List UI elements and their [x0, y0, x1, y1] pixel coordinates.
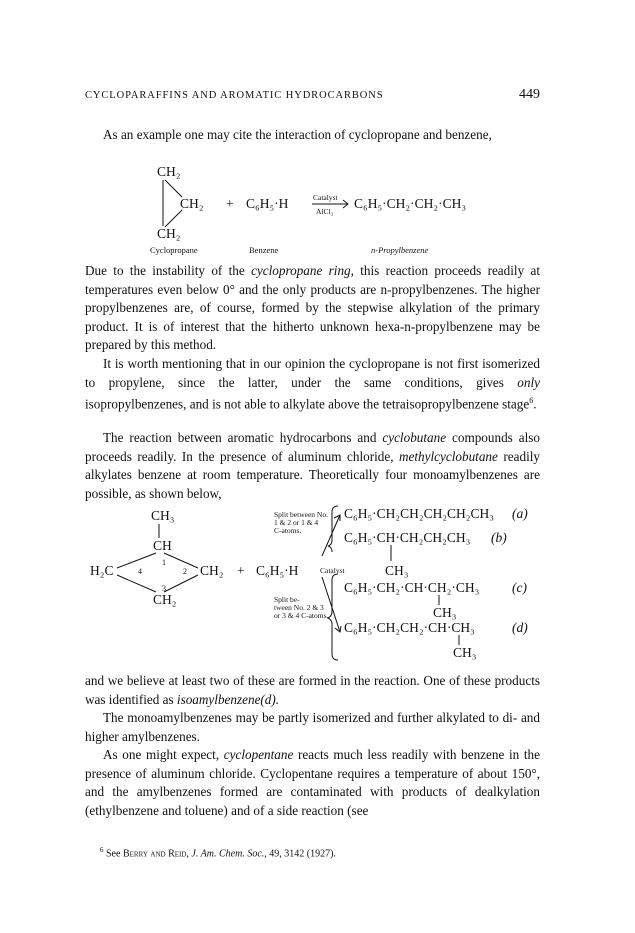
p6-text-c: reacts much less readily with benzene in the presence of aluminum chloride. Cyclopentane requires a temperature of about 150°, and the amylbenzenes formed are contaminated with products of dealkylation (ethylbenzene and toluene) and of a side reaction (see: [85, 747, 540, 818]
p2-text-c: isopropylbenzenes, and is not able to alkylate above the tetraisopropylbenzene stage: [85, 396, 530, 412]
eq2-num-1: 1: [162, 558, 166, 567]
footnote: [100, 846, 336, 859]
intro-paragraph: As an example one may cite the interaction of cyclopropane and benzene,: [103, 127, 492, 142]
p3-text-a: The reaction between aromatic hydrocarbons and: [103, 430, 383, 445]
eq2-num-3: 3: [162, 584, 166, 593]
eq1-benzene: C₆H₅·H: [246, 196, 289, 211]
p4-text-a: and we believe at least two of these are formed in the reaction. One of these products was identified as: [85, 673, 540, 707]
eq1-product: C₆H₅·CH₂·CH₂·CH₃: [354, 196, 467, 211]
p2-text-a: It is worth mentioning that in our opinion the cyclopropane is not first isomerized to propylene, since the latter, under the same conditions, gives: [85, 356, 540, 390]
eq1-label-product: n-Propylbenzene: [371, 245, 429, 255]
p3-emphasis-2: methylcyclobutane: [399, 448, 498, 464]
eq2-num-2: 2: [183, 567, 187, 576]
footnote-reference: 49, 3142 (1927).: [266, 848, 336, 860]
eq2-tag-c: (c): [512, 580, 527, 595]
eq2-split-top-3: C-atoms.: [274, 526, 302, 535]
eq1-label-cyclopropane: Cyclopropane: [150, 245, 198, 255]
eq2-ch: CH: [153, 538, 172, 553]
eq1-catalyst-below: AlCl₃: [316, 207, 334, 216]
p1-text-a: Due to the instability of the: [85, 263, 252, 278]
eq2-split-top-2: 1 & 2 or 1 & 4: [274, 518, 319, 527]
eq2-ring-bond-2-3: [164, 575, 198, 592]
eq1-ch2-mid: CH₂: [180, 196, 204, 211]
eq2-split-bot-3: or 3 & 4 C-atoms.: [274, 611, 329, 620]
eq2-ch2-right: CH₂: [200, 563, 224, 578]
paragraph-cyclopentane: [85, 746, 540, 820]
eq2-product-d-methyl: CH₃: [453, 645, 477, 660]
eq1-ch2-bot: CH₂: [157, 226, 181, 241]
p2-emphasis: only: [517, 374, 540, 390]
page-number: 449: [519, 87, 540, 102]
eq2-product-a: C₆H₅·CH₂CH₂CH₂CH₂CH₃: [344, 506, 494, 521]
p2-footnote-ref: 6: [529, 396, 534, 406]
eq2-arrow-upper-head: [334, 515, 340, 521]
eq2-tag-a: (a): [512, 506, 528, 521]
eq2-ring-bond-3-4: [117, 575, 156, 592]
p3-emphasis-1: cyclobutane: [382, 430, 447, 445]
eq2-product-c: C₆H₅·CH₂·CH·CH₂·CH₃: [344, 580, 480, 595]
eq2-ring-bond-1-2: [164, 553, 198, 568]
eq2-ch3-top: CH₃: [151, 508, 175, 523]
eq2-split-bot-1: Split be-: [274, 595, 300, 604]
eq1-plus: +: [226, 196, 234, 211]
footnote-journal: J. Am. Chem. Soc.,: [188, 848, 267, 860]
eq2-arrow-upper: [322, 515, 340, 556]
eq1-label-benzene: Benzene: [249, 245, 279, 255]
footnote-see: See: [103, 848, 123, 860]
eq2-catalyst: Catalyst: [320, 566, 345, 575]
paragraph-isoamylbenzene: [85, 672, 540, 709]
p4-emphasis: isoamylbenzene(d).: [176, 691, 280, 707]
eq1-bond-upper: [165, 180, 182, 197]
eq1-arrow-head: [343, 200, 348, 208]
eq2-arrow-lower-head: [335, 626, 341, 632]
running-head-title: CYCLOPARAFFINS AND AROMATIC HYDROCARBONS: [85, 90, 384, 101]
footnote-authors: Berry and Reid,: [122, 848, 189, 860]
eq1-bond-lower: [165, 210, 182, 227]
eq2-ch2-bot: CH₂: [153, 592, 177, 607]
eq2-tag-b: (b): [491, 530, 507, 545]
running-head: [85, 87, 540, 102]
eq2-plus: +: [237, 563, 245, 578]
p2-text-d: .: [533, 396, 537, 412]
eq1-ch2-top: CH₂: [157, 164, 181, 179]
paragraph-cyclobutane: [85, 429, 540, 503]
eq2-product-d: C₆H₅·CH₂CH₂·CH·CH₃: [344, 620, 475, 635]
eq2-num-4: 4: [138, 567, 142, 576]
p3-text-e: readily alkylates benzene at room temperature. Theoretically four monoamylbenzenes are possible, as shown below,: [85, 448, 540, 501]
eq2-product-c-methyl: CH₃: [433, 605, 457, 620]
p3-text-c: compounds also proceeds readily. In the presence of aluminum chloride,: [85, 430, 540, 464]
paragraph-propylene: [85, 355, 540, 414]
eq2-benzene: C₆H₅·H: [256, 563, 299, 578]
p1-emphasis: cyclopropane ring,: [251, 263, 354, 278]
eq2-h2c: H₂C: [90, 563, 114, 578]
eq2-brace-upper: [328, 506, 338, 552]
eq2-brace-lower: [328, 574, 338, 660]
p6-emphasis: cyclopentane: [223, 747, 294, 762]
footnote-number: 6: [100, 846, 104, 854]
p6-text-a: As one might expect,: [103, 747, 224, 762]
eq2-arrow-lower: [322, 577, 340, 632]
eq2-tag-d: (d): [512, 620, 528, 635]
p1-text-c: this reaction proceeds readily at temperatures even below 0° and the only products are n-propylbenzenes. The higher propylbenzenes are, of course, formed by the stepwise alkylation of the primary product. It is of interest that the hitherto unknown hexa-n-propylbenzene may be prepared by this method.: [85, 263, 541, 353]
eq2-split-bot-2: tween No. 2 & 3: [274, 603, 324, 612]
eq2-product-b-methyl: CH₃: [385, 563, 409, 578]
eq2-ring-bond-1-4: [117, 553, 156, 568]
paragraph-cyclopropane-instability: [85, 262, 540, 355]
eq2-product-b: C₆H₅·CH·CH₂CH₂CH₃: [344, 530, 471, 545]
eq2-split-top-1: Split between No.: [274, 510, 328, 519]
eq1-catalyst: Catalyst: [313, 193, 338, 202]
paragraph-monoamylbenzenes: The monoamylbenzenes may be partly isomerized and further alkylated to di- and higher amylbenzenes.: [85, 710, 540, 744]
